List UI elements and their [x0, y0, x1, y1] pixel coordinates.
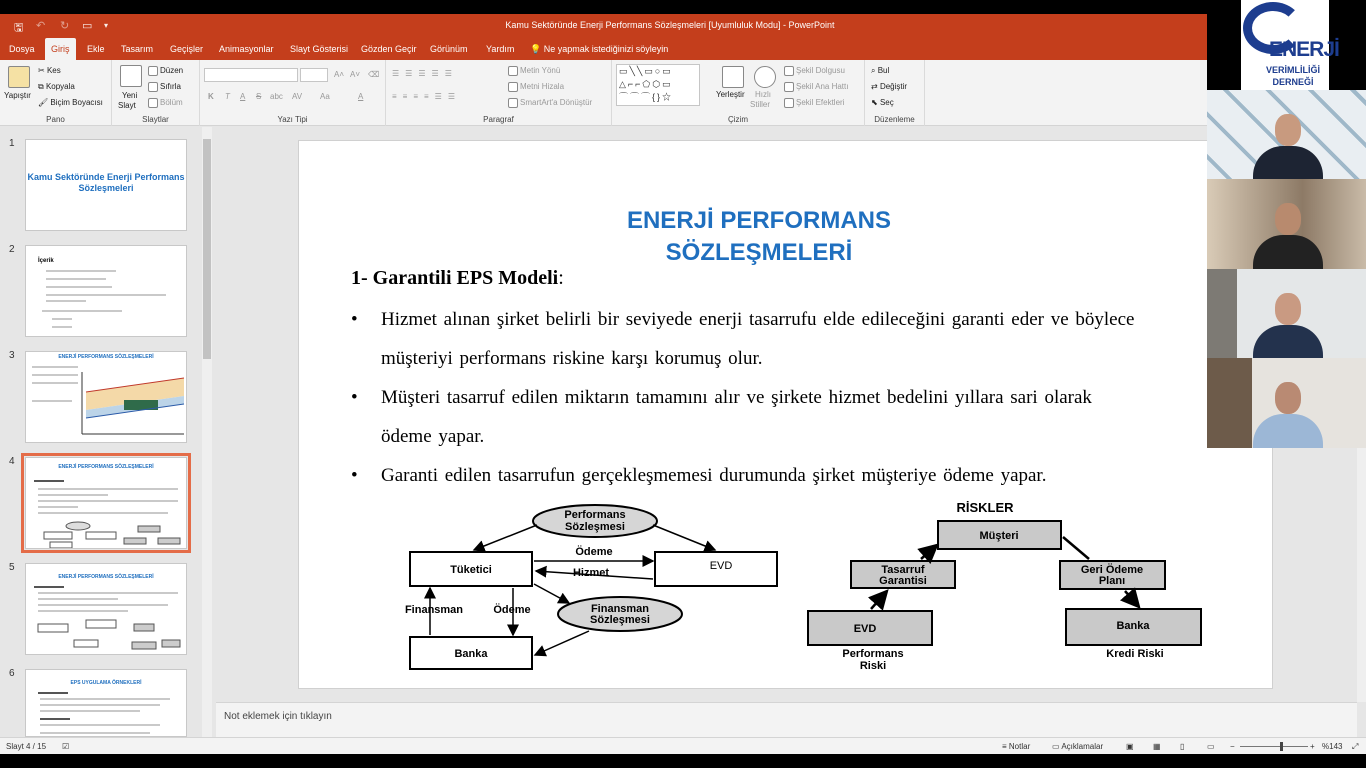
slide-thumbnail-3[interactable]	[25, 351, 187, 443]
group-label-paragraf: Paragraf	[483, 115, 514, 124]
thumb-title: Kamu Sektöründe Enerji Performans Sözleşmeleri	[27, 172, 185, 193]
screen-top-bar	[0, 0, 1366, 14]
select-button[interactable]	[871, 98, 894, 107]
fin-soz-line-2: Sözleşmesi	[590, 614, 650, 626]
font-color-button[interactable]: A	[358, 92, 364, 101]
outline-icon	[784, 82, 794, 92]
effects-icon	[784, 98, 794, 108]
save-icon[interactable]: 🖫	[14, 22, 24, 34]
thumb-diagram-graphic	[26, 458, 187, 549]
thumb-text-line	[40, 718, 70, 720]
shape-outline-label: Şekil Ana Hattı	[796, 82, 849, 92]
slide-title-line-1: ENERJİ PERFORMANS	[626, 207, 892, 234]
riskler-header: RİSKLER	[956, 500, 1014, 515]
notes-button[interactable]	[1002, 742, 1030, 751]
participant-figure	[1247, 376, 1327, 448]
copy-icon: ⧉	[38, 82, 46, 91]
tell-me-box[interactable]	[530, 38, 668, 60]
align-text-label: Metni Hizala	[520, 82, 565, 92]
participant-figure	[1247, 197, 1327, 269]
thumb-title: EPS UYGULAMA ÖRNEKLERİ	[70, 680, 142, 686]
slide-thumbnail-2[interactable]	[25, 245, 187, 337]
reset-label: Sıfırla	[160, 82, 181, 92]
case-button[interactable]: Aa	[320, 92, 330, 101]
tasarruf-line-1: Tasarruf	[881, 564, 925, 576]
cut-label: Kes	[46, 66, 61, 75]
text-direction-label: Metin Yönü	[520, 66, 561, 76]
fin-soz-line-1: Finansman	[590, 603, 650, 615]
font-name-input[interactable]	[204, 68, 298, 82]
notes-pane[interactable]	[216, 702, 1357, 737]
find-label: Bul	[877, 66, 890, 75]
zoom-slider-track[interactable]	[1240, 746, 1308, 747]
thumb-text-line	[46, 270, 116, 272]
thumb-text-line	[40, 732, 150, 734]
shape-outline-button[interactable]	[784, 82, 848, 92]
smartart-icon	[508, 98, 518, 108]
hizmet-label: Hizmet	[572, 567, 610, 579]
thumb-text-line	[46, 286, 112, 288]
participant-video-3[interactable]	[1207, 269, 1366, 358]
participant-head	[1275, 203, 1301, 235]
finansman-label: Finansman	[404, 604, 464, 616]
tab-giris[interactable]: Giriş	[45, 38, 76, 60]
thumb-title: İçerik	[38, 258, 54, 264]
tab-dosya[interactable]: Dosya	[9, 44, 35, 54]
participant-body	[1253, 325, 1323, 358]
subtitle-colon: :	[558, 267, 564, 289]
odeme-label-top: Ödeme	[575, 546, 613, 558]
tab-yardim[interactable]: Yardım	[486, 44, 515, 54]
group-yazi-tipi	[200, 60, 386, 126]
fill-icon	[784, 66, 794, 76]
smartart-button[interactable]	[508, 98, 592, 108]
notes-icon: ≡	[1002, 742, 1009, 751]
thumb-text-line	[32, 366, 78, 368]
normal-view-icon[interactable]: ▣	[1126, 742, 1134, 751]
slide-thumbnail-4[interactable]	[25, 457, 187, 549]
tab-gorunum[interactable]: Görünüm	[430, 44, 468, 54]
zoom-level[interactable]: %143	[1322, 742, 1343, 751]
reset-button[interactable]	[148, 82, 181, 92]
bullet-2-line-1: Müşteri tasarruf edilen miktarın tamamını alır ve şirkete hizmet bedelini yıllara sari olarak	[381, 387, 1092, 408]
subtitle-bold: 1- Garantili EPS Modeli	[351, 267, 559, 289]
slide-thumbnail-5[interactable]	[25, 563, 187, 655]
copy-button[interactable]	[38, 82, 75, 92]
comment-icon: ▭	[1052, 742, 1062, 751]
text-direction-icon	[508, 66, 518, 76]
group-label-pano: Pano	[46, 115, 65, 124]
current-slide[interactable]	[298, 140, 1273, 689]
reading-view-icon[interactable]: ▯	[1180, 742, 1185, 751]
zoom-slider-thumb[interactable]	[1280, 742, 1283, 751]
presentation-icon[interactable]: ▭	[82, 20, 93, 32]
kredi-riski-label: Kredi Riski	[1106, 648, 1164, 660]
slide-number: 4	[9, 456, 15, 467]
thumb-text-line	[40, 698, 170, 700]
thumb-text-line	[38, 692, 68, 694]
thumb-text-line	[46, 278, 106, 280]
copy-label: Kopyala	[45, 82, 75, 91]
slide-title-line-2: SÖZLEŞMELERİ	[665, 239, 853, 266]
group-label-slaytlar: Slaytlar	[142, 115, 169, 124]
performans-line-2: Sözleşmesi	[565, 521, 625, 533]
font-size-input[interactable]	[300, 68, 328, 82]
bullet-3-line-1: Garanti edilen tasarrufun gerçekleşmemesi durumunda şirket müşteriye ödeme yapar.	[381, 465, 1047, 486]
thumb-text-line	[40, 704, 160, 706]
ribbon	[0, 60, 1207, 126]
arrange-button[interactable]: Yerleştir	[716, 90, 745, 99]
undo-icon[interactable]: ↶	[36, 20, 46, 32]
reset-icon	[148, 82, 158, 92]
group-label-duzenleme: Düzenleme	[874, 115, 915, 124]
quick-styles-label-2[interactable]: Stiller	[750, 100, 771, 109]
thumb-text-line	[40, 710, 140, 712]
logo-line-1: ENERJİ	[1269, 38, 1339, 61]
scissors-icon: ✂	[38, 66, 47, 75]
shadow-button[interactable]: abc	[270, 92, 283, 101]
enerji-verimliligi-logo	[1241, 0, 1339, 90]
thumb-title: ENERJİ PERFORMANS SÖZLEŞMELERİ	[58, 464, 154, 470]
search-icon: ⌕	[871, 66, 878, 75]
status-bar	[0, 737, 1366, 754]
thumb-text-line	[42, 310, 122, 312]
format-painter-label: Biçim Boyacısı	[50, 98, 103, 107]
perf-risk-line-2: Riski	[859, 660, 887, 672]
participant-head	[1275, 114, 1301, 146]
participant-video-1[interactable]	[1207, 90, 1366, 179]
participant-body	[1253, 414, 1323, 448]
bold-button[interactable]: K	[208, 92, 214, 101]
odeme-label-left: Ödeme	[493, 604, 531, 616]
layout-label: Düzen	[160, 66, 184, 76]
strike-button[interactable]: S	[256, 92, 262, 101]
thumb-title: ENERJİ PERFORMANS SÖZLEŞMELERİ	[58, 354, 154, 360]
layout-icon	[148, 66, 158, 76]
diagram1-arrows	[430, 525, 715, 655]
shape-effects-label: Şekil Efektleri	[796, 98, 845, 108]
underline-button[interactable]: A	[240, 92, 246, 101]
tab-gecisler[interactable]: Geçişler	[170, 44, 204, 54]
geri-odeme-line-2: Planı	[1098, 575, 1126, 587]
slide-number: 6	[9, 668, 15, 679]
window-title: Kamu Sektöründe Enerji Performans Sözleşmeleri [Uyumluluk Modu] - PowerPoint	[505, 20, 835, 30]
slideshow-icon[interactable]: ▭	[1207, 742, 1215, 751]
cut-button[interactable]	[38, 66, 61, 75]
section-icon	[148, 98, 158, 108]
thumb-text-line	[46, 300, 86, 302]
thumbnail-scrollbar[interactable]	[202, 127, 212, 737]
slide-number: 2	[9, 244, 15, 255]
thumb-text-line	[46, 294, 166, 296]
participant-head	[1275, 293, 1301, 325]
bullet-1-line-2: müşteriyi performans riskine karşı korumuş olur.	[381, 348, 763, 369]
bullet-2-line-2: ödeme yapar.	[381, 426, 485, 447]
clear-format-icon[interactable]: ⌫	[368, 70, 380, 79]
group-label-yazi-tipi: Yazı Tipi	[277, 115, 308, 124]
layout-button[interactable]	[148, 66, 183, 76]
zoom-in-button[interactable]: +	[1310, 742, 1315, 751]
bullet-1-line-1: Hizmet alınan şirket belirli bir seviyede enerji tasarrufu elde edileceğini garanti eder ve böylece	[381, 309, 1135, 330]
notes-placeholder[interactable]: Not eklemek için tıklayın	[224, 711, 332, 722]
bullet-symbol: •	[351, 387, 358, 408]
participant-video-4[interactable]	[1207, 358, 1366, 448]
lightbulb-icon: 💡	[530, 44, 544, 54]
slide-number: 1	[9, 138, 15, 149]
logo-panel	[1207, 0, 1366, 90]
banka-label-2: Banka	[1116, 620, 1150, 632]
group-duzenleme	[865, 60, 925, 126]
slide-thumbnail-6[interactable]	[25, 669, 187, 737]
tab-animasyonlar[interactable]: Animasyonlar	[219, 44, 274, 54]
banka-label-1: Banka	[454, 648, 488, 660]
logo-line-2	[1253, 64, 1333, 88]
geri-odeme-line-1: Geri Ödeme	[1080, 564, 1144, 576]
ribbon-tabs	[0, 38, 1207, 60]
shape-effects-button[interactable]	[784, 98, 844, 108]
replace-icon: ⇄	[871, 82, 880, 91]
shapes-gallery[interactable]: ▭╲╲▭○▭ △⌐⌐⬠⬡▭ ⌒⌒⌒{}☆	[616, 64, 700, 106]
grow-font-icon[interactable]: A˄	[334, 70, 345, 79]
align-text-icon	[508, 82, 518, 92]
new-slide-label-1[interactable]: Yeni	[122, 91, 138, 100]
perf-risk-line-1: Performans	[842, 648, 904, 660]
tab-slayt-gosterisi[interactable]: Slayt Gösterisi	[290, 44, 349, 54]
logo-line-2-text: VERİMLİLİĞİ	[1266, 65, 1320, 75]
thumb-text-line	[32, 382, 78, 384]
fit-to-window-icon[interactable]: ⤢	[1352, 742, 1359, 751]
tasarruf-line-2: Garantisi	[879, 575, 927, 587]
align-text-button[interactable]	[508, 82, 564, 92]
new-slide-icon[interactable]	[120, 65, 142, 87]
group-slaytlar	[112, 60, 200, 126]
slide-thumbnail-pane	[0, 127, 212, 737]
thumb-text-line	[52, 326, 72, 328]
evd-label-2: EVD	[853, 623, 877, 635]
thumb-text-line	[32, 374, 78, 376]
thumb-text-line	[40, 724, 160, 726]
shape-fill-label: Şekil Dolgusu	[796, 66, 845, 76]
screen-bottom-bar	[0, 754, 1366, 768]
replace-label: Değiştir	[879, 82, 908, 91]
bullet-symbol: •	[351, 465, 358, 486]
group-paragraf	[386, 60, 612, 126]
list-buttons[interactable]: ☰☰☰☰☰	[392, 69, 458, 78]
slide-number: 5	[9, 562, 15, 573]
slide-thumbnail-1[interactable]	[25, 139, 187, 231]
slide-indicator: Slayt 4 / 15	[6, 742, 47, 751]
paste-button[interactable]: Yapıştır	[4, 91, 31, 100]
logo-line-3-text: DERNEĞİ	[1272, 77, 1314, 87]
quick-styles-label-1[interactable]: Hızlı	[755, 90, 771, 99]
thumb-diagram-graphic	[26, 564, 187, 655]
new-slide-label-2[interactable]: Slayt	[118, 101, 136, 110]
smartart-label: SmartArt'a Dönüştür	[520, 98, 593, 108]
tab-gozden-gecir[interactable]: Gözden Geçir	[361, 44, 417, 54]
comments-label: Açıklamalar	[1061, 742, 1104, 751]
thumb-title: ENERJİ PERFORMANS SÖZLEŞMELERİ	[58, 574, 154, 580]
replace-button[interactable]	[871, 82, 907, 91]
performans-line-1: Performans	[564, 509, 626, 521]
comments-button[interactable]	[1052, 742, 1103, 751]
participant-figure	[1247, 287, 1327, 358]
brush-icon: 🖌	[38, 98, 51, 107]
find-button[interactable]	[871, 66, 889, 76]
section-label: Bölüm	[160, 98, 183, 108]
zoom-out-button[interactable]: −	[1230, 742, 1235, 751]
quick-styles-icon[interactable]	[754, 66, 776, 88]
tab-tasarim[interactable]: Tasarım	[121, 44, 154, 54]
slide-sorter-icon[interactable]: ▦	[1153, 742, 1161, 751]
slide-number: 3	[9, 350, 15, 361]
cursor-icon: ⬉	[871, 98, 880, 107]
redo-icon[interactable]: ↻	[60, 20, 70, 32]
section-button[interactable]	[148, 98, 183, 108]
participant-body	[1253, 146, 1323, 179]
notes-label: Notlar	[1008, 742, 1031, 751]
evd-label-1: EVD	[709, 560, 733, 572]
title-bar	[0, 14, 1207, 38]
participant-head	[1275, 382, 1301, 414]
shape-fill-button[interactable]	[784, 66, 845, 76]
scrollbar-thumb[interactable]	[203, 139, 211, 359]
bullet-symbol: •	[351, 309, 358, 330]
tuketici-label: Tüketici	[450, 564, 492, 576]
text-direction-button[interactable]	[508, 66, 560, 76]
thumb-text-line	[52, 318, 72, 320]
participant-body	[1253, 235, 1323, 269]
participant-figure	[1247, 108, 1327, 179]
group-pano	[0, 60, 112, 126]
align-buttons[interactable]: ≡≡≡≡☰☰	[392, 92, 462, 101]
tab-ekle[interactable]: Ekle	[87, 44, 105, 54]
shrink-font-icon[interactable]: A˅	[350, 70, 361, 79]
format-painter-button[interactable]	[38, 98, 103, 107]
thumb-text-line	[32, 400, 72, 402]
select-label: Seç	[879, 98, 894, 107]
spacing-button[interactable]: AV	[292, 92, 303, 101]
participant-video-2[interactable]	[1207, 179, 1366, 269]
italic-button[interactable]: T	[225, 92, 230, 101]
spellcheck-icon[interactable]: ☑	[62, 742, 70, 751]
paste-icon[interactable]	[8, 66, 30, 88]
group-label-cizim: Çizim	[728, 115, 748, 124]
tell-me-text: Ne yapmak istediğinizi söyleyin	[543, 44, 669, 54]
musteri-label: Müşteri	[979, 530, 1019, 542]
slide-diagrams	[299, 141, 1273, 689]
customize-toolbar-icon[interactable]: ▾	[104, 21, 109, 30]
arrange-icon[interactable]	[722, 66, 744, 88]
